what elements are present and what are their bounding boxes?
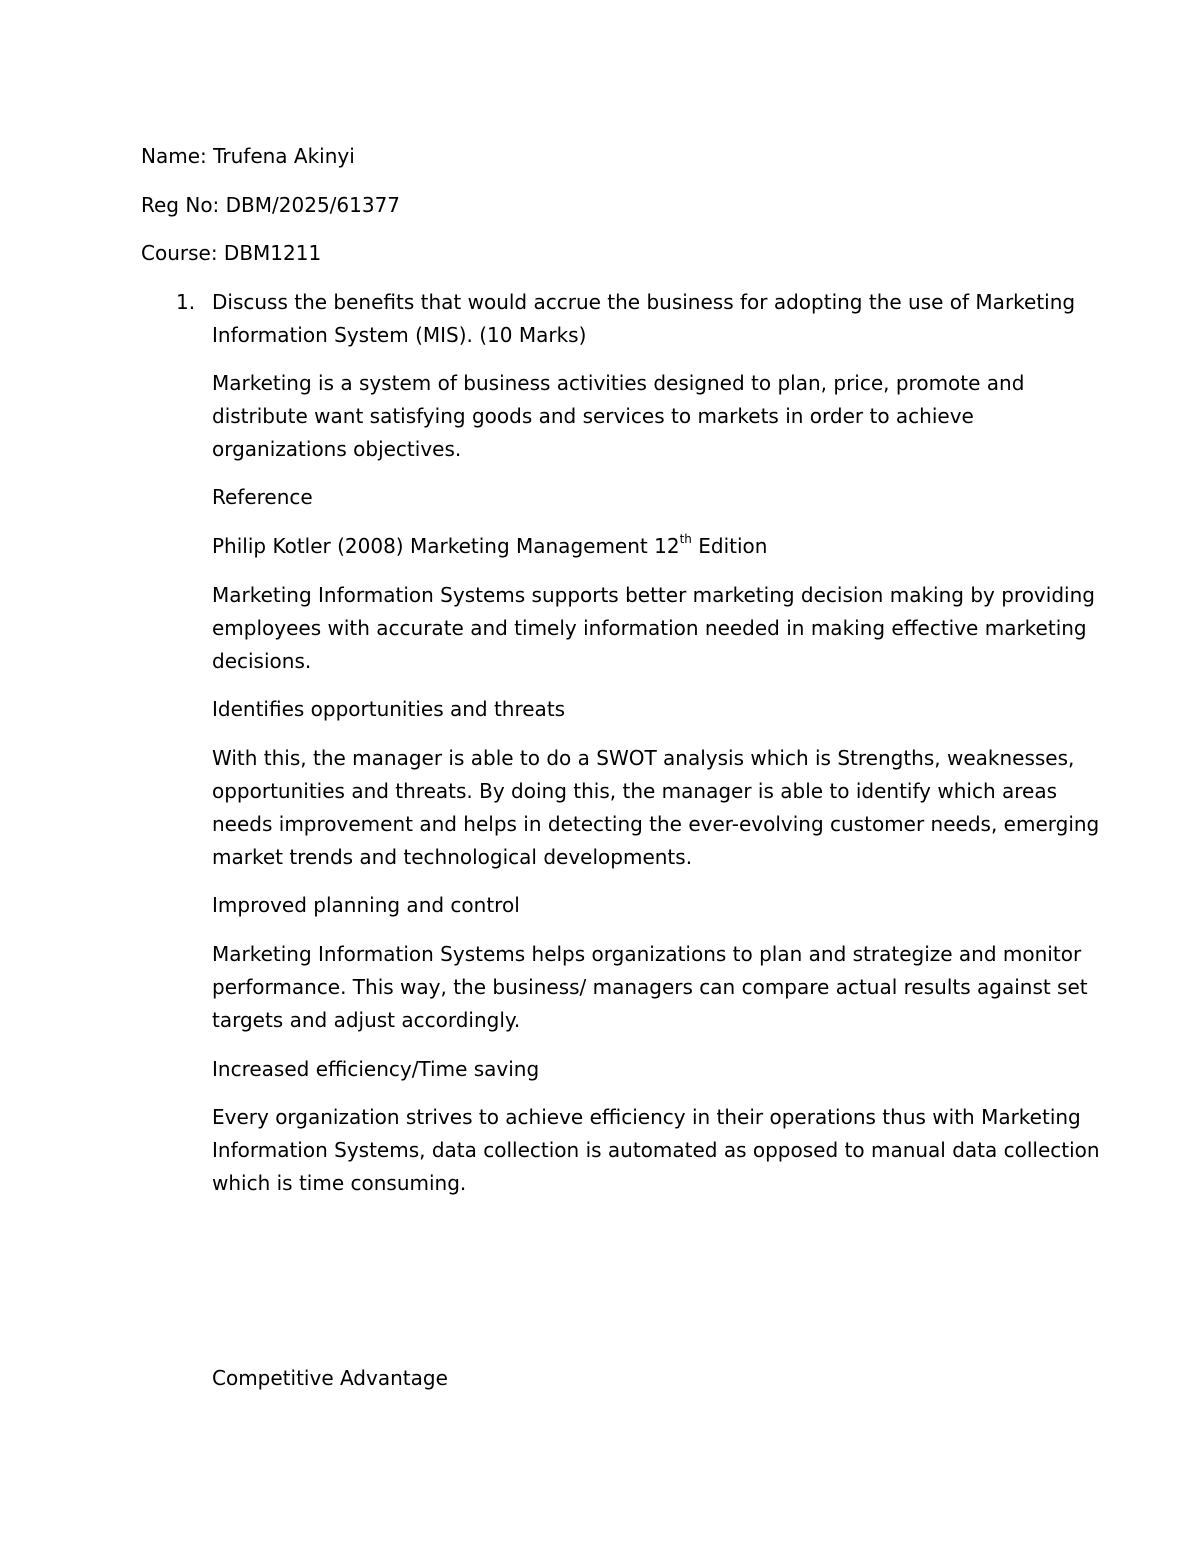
question-text [212,286,1076,352]
reference-citation [212,530,767,563]
benefit-line: opportunities and threats. By doing this, the manager is able to identify which areas [212,779,1057,803]
benefit-line: targets and adjust accordingly. [212,1008,521,1032]
student-name: Name: Trufena Akinyi [141,144,355,168]
benefit-line: performance. This way, the business/ managers can compare actual results against set [212,975,1088,999]
benefit-line: Marketing Information Systems helps organizations to plan and strategize and monitor [212,942,1082,966]
course-code: Course: DBM1211 [141,241,322,265]
benefit-paragraph-planning [212,938,1088,1037]
definition-line: distribute want satisfying goods and services to markets in order to achieve [212,404,974,428]
benefit-line: which is time consuming. [212,1171,467,1195]
benefit-line: needs improvement and helps in detecting the ever-evolving customer needs, emerging [212,812,1100,836]
benefit-paragraph-efficiency [212,1101,1100,1200]
question-number: 1. [176,290,196,314]
citation-text: Philip Kotler (2008) Marketing Management 12 [212,534,680,558]
benefit-heading-efficiency: Increased efficiency/Time saving [212,1057,540,1081]
benefit-heading-competitive-advantage: Competitive Advantage [212,1366,448,1390]
question-line: Discuss the benefits that would accrue the business for adopting the use of Marketing [212,290,1076,314]
question-line: Information System (MIS). (10 Marks) [212,323,587,347]
mis-intro-line: employees with accurate and timely information needed in making effective marketing [212,616,1087,640]
mis-intro-paragraph [212,579,1095,678]
reference-heading: Reference [212,485,313,509]
registration-number: Reg No: DBM/2025/61377 [141,193,401,217]
benefit-line: market trends and technological developments. [212,845,693,869]
benefit-line: Information Systems, data collection is automated as opposed to manual data collection [212,1138,1100,1162]
benefit-heading-opportunities: Identifies opportunities and threats [212,697,566,721]
marketing-definition [212,367,1062,466]
benefit-line: With this, the manager is able to do a SWOT analysis which is Strengths, weaknesses, [212,746,1075,770]
definition-line: organizations objectives. [212,437,462,461]
citation-edition: Edition [691,534,768,558]
citation-superscript: th [679,532,692,547]
benefit-heading-planning: Improved planning and control [212,893,520,917]
mis-intro-line: Marketing Information Systems supports better marketing decision making by providing [212,583,1095,607]
mis-intro-line: decisions. [212,649,312,673]
benefit-line: Every organization strives to achieve efficiency in their operations thus with Marketing [212,1105,1081,1129]
definition-line: Marketing is a system of business activities designed to plan, price, promote and [212,371,1025,395]
benefit-paragraph-opportunities [212,742,1100,874]
